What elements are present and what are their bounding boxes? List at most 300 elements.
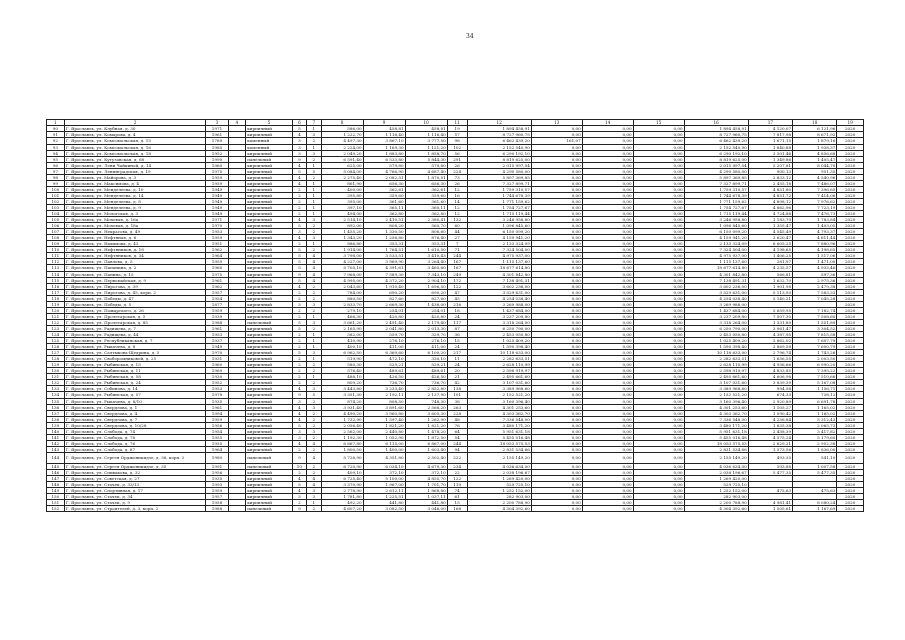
table-cell: 2 003,50 [793,356,837,362]
table-cell: 1971 [206,126,228,132]
table-cell: 1931 [206,356,228,362]
table-cell: 0,00 [582,374,633,380]
table-cell: кирпичный [246,362,292,368]
table-cell: Г. Ярославль, ул. Ленинградская, д. 19 [64,168,206,174]
table-cell: 0,00 [582,150,633,156]
table-cell: 2020 [837,192,864,198]
table-cell: 2 [307,464,321,470]
table-cell: 2 013,30 [405,325,447,331]
table-cell: 1 603,40 [405,446,447,452]
table-cell: 2020 [837,259,864,265]
table-cell: 95 [47,156,65,162]
table-cell: 1 330,50 [363,229,405,235]
table-cell: 0,00 [531,325,582,331]
table-cell: 861,90 [321,180,363,186]
table-cell: кирпичный [246,434,292,440]
table-cell: 2 796,74 [748,350,792,356]
table-cell: Г. Ярославль, ул. Республиканская, д. 7 [64,338,206,344]
table-cell: кирпичный [246,259,292,265]
table-cell: 120 [47,307,65,313]
table-cell: 3 417,82 [793,428,837,434]
table-cell: панельный [246,156,292,162]
table-cell: 4 [292,440,306,446]
table-cell: 2 [307,398,321,404]
table-cell: 0,00 [531,398,582,404]
table-cell: 146 [47,470,65,476]
table-cell: 2 [307,422,321,428]
table-cell: 7 510,66 [793,374,837,380]
table-cell: 0,00 [531,410,582,416]
table-cell: кирпичный [246,211,292,217]
table-cell: кирпичный [246,126,292,132]
table-cell: 8 819 625,00 [467,156,531,162]
table-cell: 1956 [206,422,228,428]
table-cell: 1960 [206,162,228,168]
table-cell: 2 380,41 [405,217,447,223]
table-cell: 1 754 727,67 [467,205,531,211]
table-cell: 8 044,70 [793,162,837,168]
table-cell: 1964 [206,253,228,259]
table-cell: 3 246 958,80 [684,217,748,223]
table-cell: 1 938,37 [793,144,837,150]
table-cell: 4 611,44 [793,235,837,241]
table-cell: 494,00 [321,211,363,217]
table-cell: 0,00 [582,156,633,162]
table-cell: 3 389 968,60 [467,386,531,392]
table-cell: 2 [292,211,306,217]
table-cell: 1988 [206,506,228,512]
table-cell: 0,00 [633,307,684,313]
table-cell: кирпичный [246,283,292,289]
table-cell: 2020 [837,205,864,211]
table-cell: 362,80 [363,211,405,217]
table-cell: 2 495 661,60 [467,374,531,380]
table-cell: 1 879,16 [793,138,837,144]
table-cell: 130 [47,368,65,374]
table-cell: 0,00 [633,386,684,392]
table-cell: 2 [307,223,321,229]
table-cell: 4 036 634,00 [684,464,748,470]
table-cell: 2 831 534,66 [684,446,748,452]
table-cell: 2020 [837,271,864,277]
table-cell: 4 [292,416,306,422]
table-cell: 8 080,24 [793,500,837,506]
table-cell: 362,61 [405,186,447,192]
table-cell: 0,00 [582,482,633,488]
table-cell: 1964 [206,446,228,452]
table-cell: Г. Ярославль, ул. Строителей, д. 3, корп. 2 [64,506,206,512]
table-cell: 7 507,30 [748,313,792,319]
table-cell: 0,00 [633,331,684,337]
table-cell: 738,12 [793,392,837,398]
table-cell: 0,00 [582,289,633,295]
table-cell: каменный [246,138,292,144]
table-cell: 3 246 958,80 [467,217,531,223]
table-cell: Г. Ярославль, ул. Пролетарская, д. 5 [64,313,206,319]
table-cell: 4 490,20 [321,410,363,416]
table-cell: 395,00 [321,198,363,204]
table-cell: 529 725,10 [684,482,748,488]
table-cell: 2 179,40 [405,319,447,325]
table-cell: 0,00 [582,132,633,138]
table-cell: 2 502,40 [405,452,447,463]
table-cell: Г. Ярославль, ул. Пирогова, д. 39 [64,283,206,289]
table-cell: Г. Ярославль, ул. Слобода, д. 87 [64,446,206,452]
table-cell: 2 015 997,54 [467,162,531,168]
table-cell: 400,10 [321,344,363,350]
table-cell: 104 [47,211,65,217]
table-cell: 19 [447,126,467,132]
table-cell: 4 679,30 [405,464,447,470]
table-cell: 395,80 [321,192,363,198]
table-cell: 2020 [837,156,864,162]
table-cell: 98 [47,174,65,180]
table-cell: 110 [47,247,65,253]
table-cell: 2 479,38 [793,283,837,289]
table-cell: 4 372,20 [363,277,405,283]
table-cell: 1980 [206,452,228,463]
table-cell: 3 533,51 [363,253,405,259]
table-cell: Г. Ярославль, ул. Менделеева, д. 8 [64,198,206,204]
table-cell: 0,00 [633,168,684,174]
table-cell: 5 312,43 [793,416,837,422]
table-cell: 0,00 [633,156,684,162]
table-cell: 2020 [837,506,864,512]
table-cell: 128 [47,356,65,362]
table-cell: 489,61 [405,368,447,374]
table-cell: 0,00 [531,404,582,410]
table-cell: 101 [447,392,467,398]
table-cell: 2020 [837,482,864,488]
table-cell: 0,00 [582,398,633,404]
table-cell: кирпичный [246,247,292,253]
table-cell: 10 118 633,00 [684,350,748,356]
table-cell: 0,00 [633,301,684,307]
table-cell: 2 [292,338,306,344]
table-cell: 56 [447,150,467,156]
table-cell: 74 [447,488,467,494]
table-cell: 0,00 [633,392,684,398]
table-cell: Г. Ярославль, ул. Клубная, д. 30 [64,126,206,132]
table-cell: 0,00 [633,265,684,271]
table-cell: 492,20 [321,500,363,506]
table-cell: 73 [447,174,467,180]
table-cell: кирпичный [246,404,292,410]
table-cell: 4 [292,174,306,180]
table-cell: 2020 [837,307,864,313]
column-number-cell: 17 [748,120,792,126]
table-cell: 0,00 [633,440,684,446]
table-cell: 2020 [837,398,864,404]
table-cell: 3 [292,229,306,235]
table-cell: 3 465,60 [405,265,447,271]
table-cell: 4 540,96 [793,174,837,180]
table-cell: Г. Ярославль, ул. Советская, д. 27 [64,476,206,482]
table-cell: 8 819 625,00 [684,156,748,162]
table-cell: 1789 [206,138,228,144]
table-cell: 3 237 209,80 [684,313,748,319]
table-cell: 0,00 [531,482,582,488]
table-cell: 2 152 540,90 [467,144,531,150]
table-cell: 1 437 684,00 [684,307,748,313]
table-cell: Г. Ярославль, ул. Собинова, д. 14 [64,386,206,392]
table-cell: 38 [447,398,467,404]
table-cell: 5 455 016,48 [684,434,748,440]
table-cell: 1 910,40 [363,283,405,289]
table-cell: кирпичный [246,307,292,313]
table-cell: 117 [47,289,65,295]
table-cell: 0,00 [582,470,633,476]
table-cell: 1975 [206,271,228,277]
table-cell: 0,00 [633,356,684,362]
table-cell: 1971 [206,217,228,223]
table-cell: 3 [292,150,306,156]
table-cell: 3 [307,488,321,494]
table-cell: 5 084,00 [321,168,363,174]
table-cell: 529 725,10 [467,482,531,488]
table-cell: 1 169,30 [363,144,405,150]
table-cell: 6 034,10 [363,464,405,470]
table-cell: 7 336 548,00 [467,416,531,422]
table-cell: 0,00 [531,253,582,259]
table-cell: 1 478,20 [405,428,447,434]
table-cell: 3 [307,404,321,410]
table-cell: 5 659,95 [748,307,792,313]
table-cell: 108 [47,235,65,241]
table-cell: 0,00 [633,271,684,277]
table-cell: 1959 [206,180,228,186]
table-cell: 876,40 [405,235,447,241]
table-cell: 2 833,12 [748,174,792,180]
table-cell: 2 [292,307,306,313]
table-cell: 2 440,80 [363,428,405,434]
table-cell: 3 [292,138,306,144]
table-cell: 61 [447,494,467,500]
table-cell: 1 115 137,60 [467,259,531,265]
table-cell: 0,00 [633,241,684,247]
table-cell: 168 [447,506,467,512]
column-number-cell: 7 [307,120,321,126]
table-cell: 1957 [206,289,228,295]
table-cell: 808,50 [363,398,405,404]
table-cell: 6 250 790,00 [467,325,531,331]
table-cell: 353,31 [363,241,405,247]
table-cell: 2020 [837,162,864,168]
table-cell: 1 821,20 [405,422,447,428]
table-cell: панельный [246,319,292,325]
table-cell: 3 529 631,00 [684,289,748,295]
table-cell: 0,00 [582,404,633,410]
table-cell: 3 237 209,80 [467,313,531,319]
table-cell: 1 [307,338,321,344]
table-cell: 1 269 420,00 [684,476,748,482]
table-cell: 4 036 634,00 [467,464,531,470]
table-cell: 1956 [206,470,228,476]
table-cell: кирпичный [246,192,292,198]
table-cell: 4 303 362,70 [467,410,531,416]
table-cell: 1 901,98 [748,283,792,289]
table-cell: 0,00 [582,494,633,500]
table-cell: 2 833,70 [321,301,363,307]
table-cell: 11 [447,356,467,362]
table-cell: 1 438,00 [405,301,447,307]
table-cell: 0,00 [582,259,633,265]
table-cell: 44 [447,229,467,235]
table-cell: 5 207,81 [748,162,792,168]
table-cell: 2 410,51 [363,217,405,223]
table-cell: 0,00 [633,150,684,156]
table-cell: 99 [47,180,65,186]
table-cell: 3 839,39 [748,380,792,386]
table-cell: 8 727 960,75 [684,132,748,138]
table-cell: 132 [47,380,65,386]
table-cell: 10 [292,464,306,470]
table-cell: 2 043,60 [321,283,363,289]
table-cell: 4 236,84 [748,416,792,422]
table-cell: 1 406,25 [748,253,792,259]
table-cell: 0,00 [531,313,582,319]
table-cell: 6 290 192,10 [684,150,748,156]
table-cell: 1 116,40 [405,132,447,138]
table-cell: 3 304,52 [793,325,837,331]
table-cell: 1985 [206,144,228,150]
table-cell: 1951 [206,241,228,247]
table-cell: 2 598 919,97 [467,368,531,374]
table-cell: 1 116,40 [363,132,405,138]
table-cell: 2 [292,380,306,386]
table-cell: Г. Ярославль, ул. Рыбинская, д. 57 [64,392,206,398]
table-cell: 1939 [206,313,228,319]
table-cell: 2 [292,186,306,192]
table-cell: 5 [292,277,306,283]
table-cell: 576,40 [321,368,363,374]
column-number-cell: 16 [684,120,748,126]
table-cell: 7 476,73 [793,211,837,217]
table-cell: 0,00 [582,464,633,470]
table-cell: кирпичный [246,277,292,283]
table-cell: 580,30 [321,362,363,368]
table-cell: 1959 [206,259,228,265]
table-cell: 100 [47,186,65,192]
table-cell: 3 269 988,00 [684,301,748,307]
table-cell: 1959 [206,235,228,241]
table-cell: 0,00 [582,307,633,313]
table-cell: 3 931,40 [321,404,363,410]
table-cell: 690,20 [363,289,405,295]
table-cell: 123 [47,325,65,331]
table-cell: 2020 [837,289,864,295]
table-cell: 3 443,80 [321,386,363,392]
table-cell: 0,00 [531,168,582,174]
table-cell: 2 038 196,67 [467,470,531,476]
table-cell: 1955 [206,434,228,440]
table-cell: 2 669,30 [363,301,405,307]
table-cell: 7 336 548,00 [684,416,748,422]
housing-repair-table-wrapper [46,119,864,512]
table-cell: 472,10 [363,356,405,362]
table-cell: 736,70 [363,380,405,386]
table-cell: 827,60 [363,295,405,301]
table-cell: 2 015 997,54 [684,162,748,168]
table-cell: 1 759 310,57 [467,186,531,192]
table-cell: 1957 [206,494,228,500]
table-cell: 4 545,49 [748,229,792,235]
table-cell: Г. Ярославль, ул. Первомайская, д. 9 [64,277,206,283]
table-cell: 372,10 [405,470,447,476]
table-cell: 0,00 [633,289,684,295]
table-cell: панельный [246,506,292,512]
table-cell: 7 607,79 [793,338,837,344]
table-cell: кирпичный [246,235,292,241]
table-cell: 0,00 [582,174,633,180]
table-cell: 3 [307,217,321,223]
table-cell: 1 052,90 [363,434,405,440]
table-cell: 0,00 [531,223,582,229]
table-cell: 5 179,60 [793,434,837,440]
table-cell: 0,00 [633,217,684,223]
table-cell: 0,00 [582,223,633,229]
table-cell: 5 113,93 [748,289,792,295]
table-cell: 4 724,88 [748,211,792,217]
table-cell: 0,00 [531,265,582,271]
table-cell: 2 [307,174,321,180]
table-cell: 1991 [206,464,228,470]
table-cell: 3 777,50 [405,138,447,144]
table-cell: 2 049,20 [321,150,363,156]
table-cell: 359,60 [363,192,405,198]
table-cell: 1 025 409,20 [684,338,748,344]
table-cell: 0,00 [582,180,633,186]
table-cell: 94 [447,446,467,452]
table-cell: 6 121,96 [793,126,837,132]
table-cell: 1959 [206,174,228,180]
table-cell: 0,00 [582,211,633,217]
table-cell: 96 [47,162,65,168]
table-cell: 1 551,89 [793,319,837,325]
table-cell: 2 495 661,60 [684,374,748,380]
table-cell: 2 [292,198,306,204]
table-cell: 0,00 [582,410,633,416]
table-cell: 8 727 960,75 [467,132,531,138]
table-cell: 291 [447,156,467,162]
table-cell: 3 661,20 [321,319,363,325]
table-cell: 1960 [206,362,228,368]
table-cell: 4 254 038,40 [467,295,531,301]
table-cell: 4 [292,132,306,138]
table-cell: 2 455,18 [748,180,792,186]
table-cell: 0,00 [582,301,633,307]
table-cell: 2020 [837,229,864,235]
table-cell: 60 [447,223,467,229]
table-cell: 597,36 [793,271,837,277]
table-cell: 4 [292,410,306,416]
table-cell: 2020 [837,168,864,174]
table-cell: 0,00 [531,319,582,325]
table-cell: 2020 [837,500,864,506]
table-cell: 0,00 [531,422,582,428]
table-cell: 1 405,47 [793,156,837,162]
table-cell: 4 [292,476,306,482]
table-cell: 0,00 [582,350,633,356]
table-cell: 6 962,50 [321,350,363,356]
table-cell: 3 351,30 [321,392,363,398]
table-cell: 4 159 941,20 [684,235,748,241]
table-cell: 0,00 [633,186,684,192]
table-cell: 144 [47,452,65,463]
table-cell: 6 115,00 [363,440,405,446]
table-cell: 2 038 196,67 [684,470,748,476]
table-cell: 5 [292,350,306,356]
